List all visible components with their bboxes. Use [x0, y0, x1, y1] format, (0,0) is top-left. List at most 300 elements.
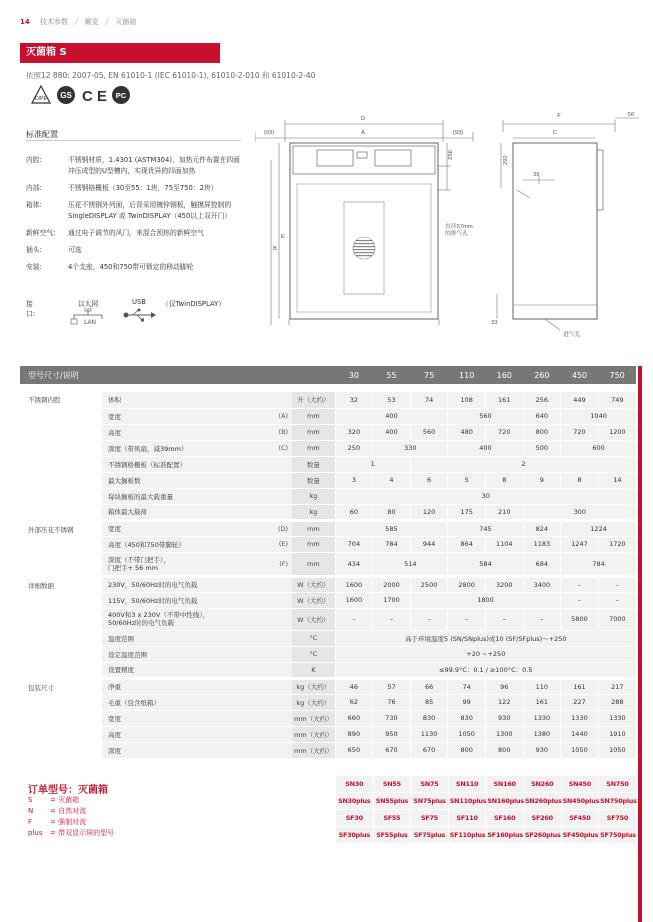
cell: 684: [523, 552, 561, 576]
label-39: 39: [533, 172, 540, 178]
usb-label: USB: [132, 298, 146, 306]
cell: 9: [523, 472, 561, 488]
row-label: [102, 552, 254, 576]
row-unit: kg: [292, 504, 335, 520]
cell: 514: [373, 552, 448, 576]
group-label: 外部压花不锈钢: [20, 520, 102, 576]
model-header: 450: [561, 366, 599, 384]
cell: 1330: [561, 710, 599, 726]
cell: 7000: [598, 608, 636, 630]
model-header: 750: [598, 366, 636, 384]
order-code-row: [336, 810, 637, 827]
order-code[interactable]: SN260: [523, 776, 561, 793]
cell: 57: [373, 678, 411, 694]
table-row: [20, 440, 636, 456]
standard-value: 可选: [68, 246, 82, 254]
row-label-line: 50/60Hz时的电气负载: [108, 619, 175, 627]
cell: 824: [523, 520, 561, 536]
label-F: F: [557, 113, 561, 119]
row-label: 深度: [102, 742, 292, 758]
cell: 585: [335, 520, 448, 536]
usb-icon: [121, 306, 157, 324]
dpe-cert-icon: [32, 86, 50, 103]
cell: ≤99.9°C：0.1 / ≥100°C：0.5: [335, 662, 636, 678]
cell: 161: [485, 392, 523, 408]
legend-key: plus: [28, 829, 43, 837]
standard-key: 插头:: [26, 246, 42, 254]
label-A: A: [361, 130, 365, 136]
row-unit: 数量: [292, 472, 335, 488]
cell: 1247: [561, 536, 599, 552]
order-code[interactable]: SF160: [486, 810, 524, 827]
cell: 1050: [561, 742, 599, 758]
front-view: [255, 120, 473, 325]
table-row: [20, 576, 636, 592]
dpe-cert-label: D/PE: [35, 96, 47, 102]
legend-key: S: [28, 796, 33, 804]
cell: 74: [410, 392, 448, 408]
cell: 730: [373, 710, 411, 726]
standard-key: 安装:: [26, 263, 42, 271]
standard-value: 不锈钢材质，1.4301 (ASTM304)，加热元件布置在四面冲压成型的U型槽内，实现优异的四面加热: [68, 156, 240, 175]
breadcrumb-item[interactable]: 概览: [84, 18, 99, 26]
standard-item: [26, 200, 241, 222]
side-view: [497, 118, 639, 330]
order-code[interactable]: SF450: [561, 810, 599, 827]
label-33: 33: [491, 320, 498, 326]
pc-cert-icon: [112, 86, 130, 104]
cell: 1720: [598, 536, 636, 552]
cell: 584: [448, 552, 523, 576]
cell: 6: [410, 472, 448, 488]
cell: 745: [448, 520, 523, 536]
spec-header: 型号尺寸/说明: [20, 366, 335, 384]
cell: 32: [335, 392, 373, 408]
cell: 944: [410, 536, 448, 552]
row-label: 230V，50/60Hz时的电气负载: [102, 576, 292, 592]
cell: 2500: [410, 576, 448, 592]
row-unit: mm: [292, 424, 335, 440]
row-ref: (C): [254, 440, 292, 456]
legend-value: = 强制对流: [50, 818, 87, 826]
table-row: [20, 488, 636, 504]
table-row: [20, 552, 636, 576]
cell: 830: [448, 710, 486, 726]
cell: 1183: [523, 536, 561, 552]
standard-heading: 标准配置: [26, 130, 58, 139]
table-row: [20, 726, 636, 742]
label-93-left: (93): [263, 130, 275, 136]
cell: –: [335, 608, 373, 630]
row-ref: (F): [254, 552, 292, 576]
cell: 704: [335, 536, 373, 552]
legend-key: N: [28, 807, 34, 815]
table-row: [20, 504, 636, 520]
table-row: [20, 520, 636, 536]
cell: 650: [335, 742, 373, 758]
row-unit: K: [292, 662, 335, 678]
cell: 800: [448, 742, 486, 758]
row-unit: W（大约）: [292, 576, 335, 592]
order-code[interactable]: SF110plus: [448, 827, 486, 844]
ethernet-icon: [68, 308, 108, 326]
table-row: [20, 408, 636, 424]
standard-item: [26, 228, 241, 239]
cell: 3: [335, 472, 373, 488]
order-code[interactable]: SF75plus: [411, 827, 449, 844]
cell: 660: [335, 710, 373, 726]
breadcrumb-separator: ╱: [104, 18, 110, 26]
table-row: [20, 392, 636, 408]
label-inlet: 进气孔: [563, 332, 581, 338]
row-unit: °C: [292, 630, 335, 646]
row-label: 深度（带风扇，减39mm）: [102, 440, 254, 456]
order-code[interactable]: SF55: [373, 810, 411, 827]
row-ref: (B): [254, 424, 292, 440]
cell: 300: [523, 504, 636, 520]
table-row: [20, 678, 636, 694]
cell: –: [561, 576, 599, 592]
spec-table: [20, 366, 636, 759]
norm-text: 依照12 880: 2007-05, EN 61010-1 (IEC 61010-1), 61010-2-010 和 61010-2-40: [26, 71, 316, 80]
table-row: [20, 608, 636, 630]
row-unit: 数量: [292, 456, 335, 472]
cell: 14: [598, 472, 636, 488]
order-code[interactable]: SF450plus: [561, 827, 599, 844]
label-C: C: [552, 130, 558, 136]
label-E: E: [281, 234, 285, 240]
cell: 1050: [598, 742, 636, 758]
standard-value: 4个支座，450和750带可锁定的移动脚轮: [68, 263, 194, 271]
table-row: [20, 710, 636, 726]
order-code[interactable]: SF30: [336, 810, 374, 827]
order-code-grid: [335, 775, 637, 844]
standard-list: [26, 155, 241, 279]
row-unit: W（大约）: [292, 608, 335, 630]
cell: 784: [373, 536, 411, 552]
cell: 400: [373, 424, 411, 440]
cell: 449: [561, 392, 599, 408]
cell: 720: [485, 424, 523, 440]
order-code[interactable]: SN750plus: [599, 793, 637, 810]
standard-item: [26, 262, 241, 273]
cell: 720: [561, 424, 599, 440]
row-label-line: 深度（不带门把手），: [108, 555, 170, 564]
row-unit: kg: [292, 488, 335, 504]
page-number: 14: [20, 18, 30, 26]
order-code[interactable]: SF750: [599, 810, 637, 827]
row-label: 宽度: [102, 710, 292, 726]
cell: 1600: [335, 592, 373, 608]
cell: 320: [335, 424, 373, 440]
cell: 110: [523, 678, 561, 694]
order-code[interactable]: SN450: [561, 776, 599, 793]
order-code[interactable]: SN75plus: [411, 793, 449, 810]
row-label: 体积: [102, 392, 292, 408]
order-legend: [28, 795, 114, 839]
label-93-right: (93): [452, 130, 464, 136]
row-unit: mm: [292, 408, 335, 424]
row-unit: mm: [292, 520, 335, 536]
row-label: 最大搁板数: [102, 472, 292, 488]
cell: 434: [335, 552, 373, 576]
breadcrumb-item[interactable]: 灭菌箱: [115, 18, 137, 26]
row-unit: mm（大约）: [292, 710, 335, 726]
ethernet-label: 以太网: [77, 300, 99, 308]
cell: 1200: [598, 424, 636, 440]
cell: 800: [523, 424, 561, 440]
row-unit: 升（大约）: [292, 392, 335, 408]
cell: 1104: [485, 536, 523, 552]
cell: 74: [448, 678, 486, 694]
ethernet-port: [68, 298, 108, 328]
cell: 1910: [598, 726, 636, 742]
row-label: 温度范围: [102, 630, 292, 646]
order-code[interactable]: SF160plus: [486, 827, 524, 844]
row-label-line: 门把手+ 56 mm: [108, 563, 159, 572]
cell: 60: [335, 504, 373, 520]
order-code[interactable]: SF750plus: [599, 827, 637, 844]
cell: –: [561, 592, 599, 608]
cell: 256: [523, 392, 561, 408]
model-header: 75: [410, 366, 448, 384]
standard-item: [26, 183, 241, 194]
order-code[interactable]: SF260: [523, 810, 561, 827]
group-label: 不锈钢内腔: [28, 396, 61, 404]
cell: 670: [373, 742, 411, 758]
table-row: [20, 646, 636, 662]
table-row: [20, 630, 636, 646]
order-code[interactable]: SN260plus: [523, 793, 561, 810]
order-code[interactable]: SN160: [486, 776, 524, 793]
technical-drawing: [255, 110, 640, 350]
cell: –: [410, 608, 448, 630]
model-header: 30: [335, 366, 373, 384]
cell: 800: [485, 742, 523, 758]
accent-bar: [638, 366, 642, 922]
cell: 1330: [523, 710, 561, 726]
order-code[interactable]: SN30: [336, 776, 374, 793]
cell: 670: [410, 742, 448, 758]
cell: 3400: [523, 576, 561, 592]
cell: 1380: [523, 726, 561, 742]
cell: 62: [335, 694, 373, 710]
order-title: 订单型号：灭菌箱: [28, 785, 108, 796]
row-label: [102, 608, 292, 630]
order-code[interactable]: SF55plus: [373, 827, 411, 844]
model-header: 160: [485, 366, 523, 384]
cell: 830: [410, 710, 448, 726]
breadcrumb-item[interactable]: 技术参数: [39, 18, 68, 26]
order-code[interactable]: SN110plus: [448, 793, 486, 810]
row-unit: kg（大约）: [292, 678, 335, 694]
fan-grille-icon: [353, 240, 375, 256]
order-code[interactable]: SF260plus: [523, 827, 561, 844]
cell: 400: [335, 408, 448, 424]
standard-key: 新鲜空气:: [26, 229, 56, 237]
table-row: [20, 472, 636, 488]
cell: 161: [523, 694, 561, 710]
legend-item: [28, 795, 114, 806]
row-unit: kg（大约）: [292, 694, 335, 710]
gs-cert-icon: [57, 86, 75, 104]
model-header: 260: [523, 366, 561, 384]
cell: 5800: [561, 608, 599, 630]
cell: –: [598, 592, 636, 608]
row-label: 毛重（包含纸箱）: [102, 694, 292, 710]
cell: +20 ~+250: [335, 646, 636, 662]
row-unit: mm: [292, 440, 335, 456]
label-vent: 直径57mm 的排气孔: [445, 224, 473, 237]
cell: 2: [410, 456, 636, 472]
legend-value: = 带双显示屏的型号: [50, 829, 115, 837]
cell: 749: [598, 392, 636, 408]
cell: –: [448, 608, 486, 630]
standard-value: 压花不锈钢外列面，后背采用镀锌钢板，触摸屏控制的SingleDISPLAY 或 TwinDISPLAY（450以上双开门）: [68, 201, 232, 220]
row-label: 宽度: [102, 520, 254, 536]
cell: 53: [373, 392, 411, 408]
order-code-row: [336, 827, 637, 844]
order-code[interactable]: SN30plus: [336, 793, 374, 810]
order-code-row: [336, 776, 637, 793]
legend-value: = 自然对流: [50, 807, 87, 815]
standard-value: 通过电子调节的风门，来混合预热的新鲜空气: [68, 229, 204, 237]
cell: –: [523, 608, 561, 630]
row-label: 高度: [102, 424, 254, 440]
cell: 864: [448, 536, 486, 552]
cell: 8: [561, 472, 599, 488]
breadcrumb-separator: ╱: [74, 18, 79, 26]
legend-value: = 灭菌箱: [50, 796, 80, 804]
table-row: [20, 424, 636, 440]
row-label: 箱体最大载荷: [102, 504, 292, 520]
cell: 1440: [561, 726, 599, 742]
cell: 1600: [335, 576, 373, 592]
row-label: 净重: [102, 678, 292, 694]
cell: 3200: [485, 576, 523, 592]
order-code[interactable]: SN450plus: [561, 793, 599, 810]
cell: 8: [485, 472, 523, 488]
order-code[interactable]: SN55: [373, 776, 411, 793]
cell: 122: [485, 694, 523, 710]
cell: 1130: [410, 726, 448, 742]
legend-item: [28, 817, 114, 828]
row-ref: (A): [254, 408, 292, 424]
label-256: 256: [448, 150, 454, 160]
cell: 400: [448, 440, 523, 456]
group-label: 详细数据: [20, 576, 102, 678]
twin-display-note: （仅TwinDISPLAY）: [162, 300, 226, 308]
cell: 30: [335, 488, 636, 504]
cell: 175: [448, 504, 486, 520]
row-label: 每块搁板的最大载重量: [102, 488, 292, 504]
order-code[interactable]: SF30plus: [336, 827, 374, 844]
cell: 1330: [598, 710, 636, 726]
cell: 560: [410, 424, 448, 440]
cell: 330: [373, 440, 448, 456]
gs-cert-label: GS: [60, 91, 72, 100]
cell: 1040: [561, 408, 636, 424]
cell: –: [373, 608, 411, 630]
standard-key: 内腔:: [26, 156, 42, 164]
cell: –: [598, 576, 636, 592]
cell: 890: [335, 726, 373, 742]
cell: 1050: [448, 726, 486, 742]
cell: 210: [485, 504, 523, 520]
cell: 108: [448, 392, 486, 408]
legend-key: F: [28, 818, 33, 826]
order-code-row: [336, 793, 637, 810]
cell: 930: [523, 742, 561, 758]
row-label: 高度: [102, 726, 292, 742]
row-ref: (D): [254, 520, 292, 536]
cell: 5: [448, 472, 486, 488]
cell: 480: [448, 424, 486, 440]
row-label: 高度（450和750带脚轮）: [102, 536, 254, 552]
pc-cert-label: PC: [115, 91, 127, 100]
cell: 2000: [373, 576, 411, 592]
table-row: [20, 742, 636, 758]
order-code[interactable]: SN55plus: [373, 793, 411, 810]
row-label: 不锈钢格栅板（标准配置）: [102, 456, 292, 472]
lan-label: LAN: [84, 320, 96, 326]
row-label-line: 400V和3 x 230V（不带中性线），: [108, 611, 210, 619]
row-ref: (E): [254, 536, 292, 552]
cell: 66: [410, 678, 448, 694]
order-code[interactable]: SN160plus: [486, 793, 524, 810]
standard-key: 箱体:: [26, 201, 42, 209]
cell: 600: [561, 440, 636, 456]
row-label: 设定温度范围: [102, 646, 292, 662]
cert-icons: [30, 84, 150, 104]
standard-item: [26, 245, 241, 256]
order-code[interactable]: SF75: [411, 810, 449, 827]
cell: 2800: [448, 576, 486, 592]
section-divider: [26, 140, 241, 141]
row-label: 宽度: [102, 408, 254, 424]
cell: 288: [598, 694, 636, 710]
cell: 784: [561, 552, 636, 576]
usb-port: [121, 298, 157, 326]
row-label: 115V，50/60Hz时的电气负载: [102, 592, 292, 608]
breadcrumb: [20, 17, 136, 27]
row-label: 设置精度: [102, 662, 292, 678]
model-header: 55: [373, 366, 411, 384]
order-code[interactable]: SN75: [411, 776, 449, 793]
cell: 930: [485, 710, 523, 726]
cell: 高于环境温度5 (SN/SNplus)或10 (SF/SFplus)～+250: [335, 630, 636, 646]
cell: 217: [598, 678, 636, 694]
table-row: [20, 662, 636, 678]
cell: 1: [335, 456, 410, 472]
cell: 640: [523, 408, 561, 424]
legend-item: [28, 828, 114, 839]
standard-key: 内部:: [26, 184, 42, 192]
order-code[interactable]: SN110: [448, 776, 486, 793]
row-unit: mm: [292, 552, 335, 576]
order-code[interactable]: SF110: [448, 810, 486, 827]
standard-item: [26, 155, 241, 177]
cell: 85: [410, 694, 448, 710]
label-292: 292: [503, 155, 509, 165]
ports-label: 接口:: [26, 300, 36, 318]
row-unit: °C: [292, 646, 335, 662]
cell: 1300: [485, 726, 523, 742]
cell: 76: [373, 694, 411, 710]
cell: 560: [448, 408, 523, 424]
cell: 1800: [410, 592, 560, 608]
order-code[interactable]: SN750: [599, 776, 637, 793]
